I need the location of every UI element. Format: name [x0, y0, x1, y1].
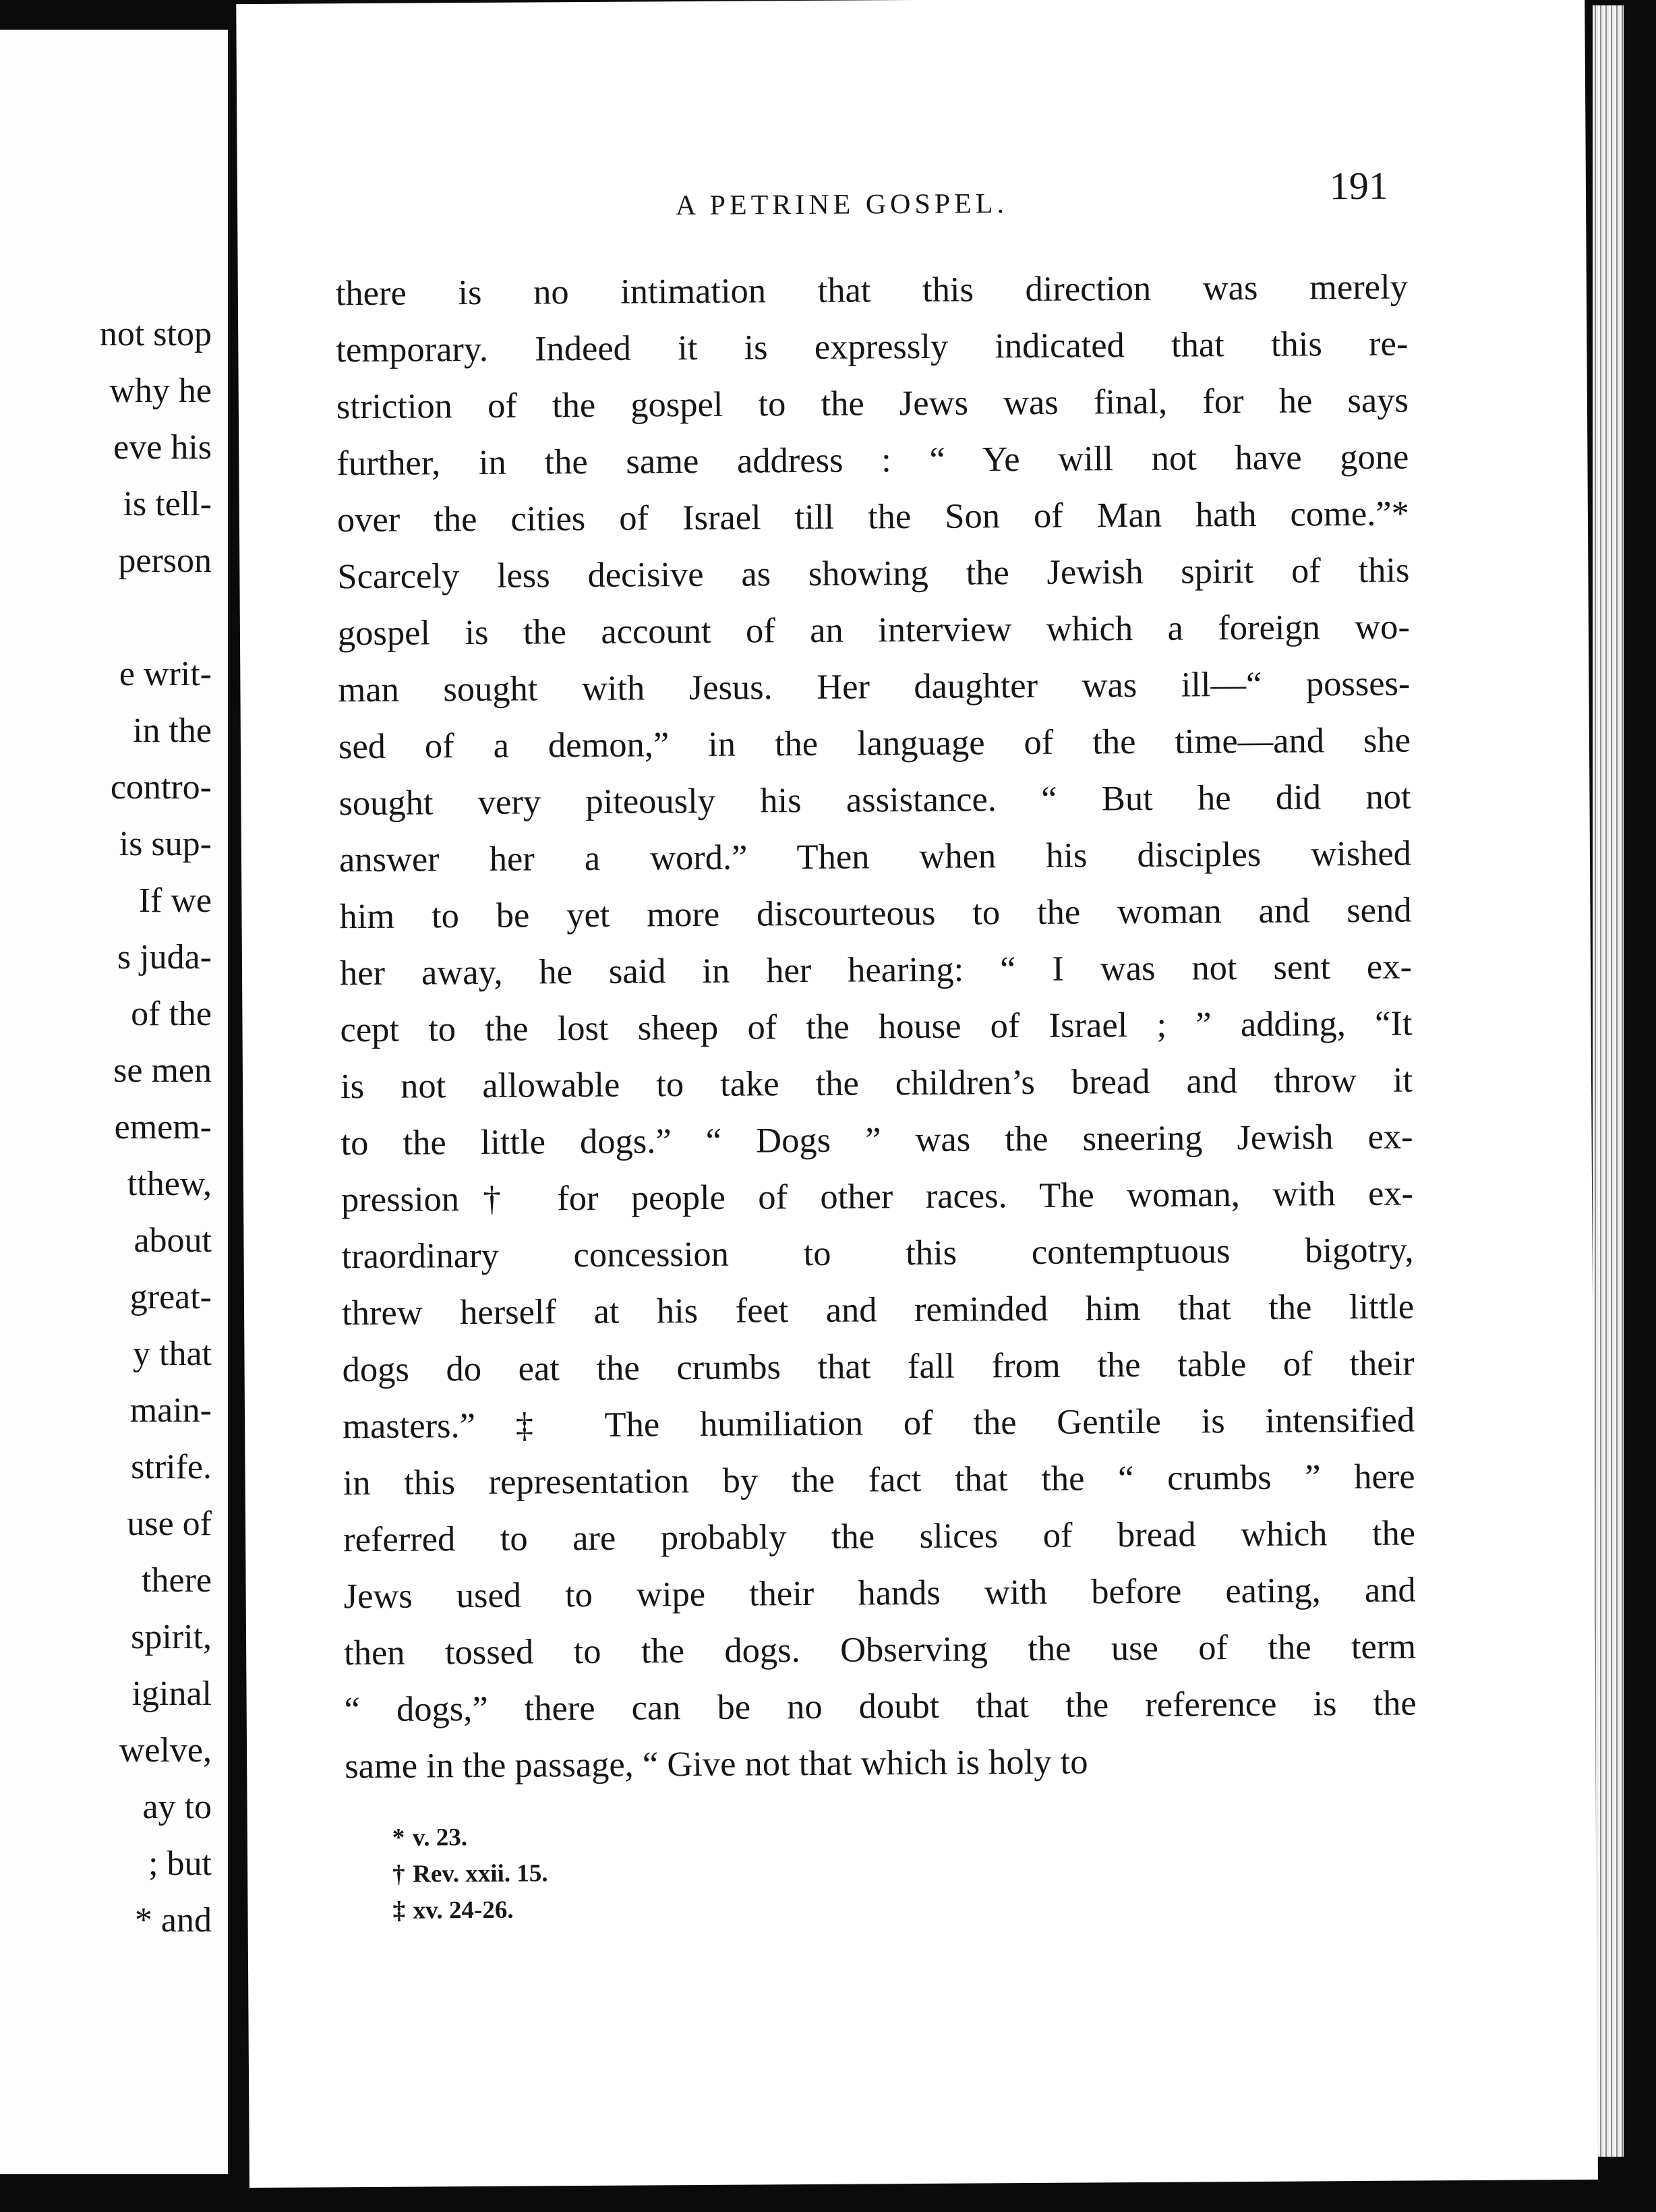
body-line: further, in the same address : “ Ye will not have gone [336, 437, 1409, 484]
facing-page-line: tthew, [127, 1165, 212, 1203]
page-edge-stack [1593, 5, 1624, 2157]
facing-page-line: is sup- [119, 825, 212, 863]
body-line: sought very piteously his assistance. “ But he did not [338, 777, 1411, 823]
body-line: same in the passage, “ Give not that which is holy to [345, 1742, 1088, 1786]
footnote [392, 1857, 548, 1891]
body-line: then tossed to the dogs. Observing the use of the term [344, 1627, 1417, 1673]
body-line: in this representation by the fact that the “ crumbs ” here [343, 1457, 1415, 1503]
body-line: referred to are probably the slices of bread which the [343, 1513, 1416, 1560]
facing-page-line: of the [131, 995, 212, 1033]
body-line: cept to the lost sheep of the house of Israel ; ” adding, “It [340, 1003, 1413, 1050]
body-line: there is no intimation that this direction was merely [335, 267, 1409, 314]
body-line: Scarcely less decisive as showing the Jewish spirit of this [337, 550, 1410, 597]
body-line: striction of the gospel to the Jews was final, for he says [336, 380, 1409, 427]
body-line: “ dogs,” there can be no doubt that the reference is the [344, 1683, 1417, 1730]
facing-page-line: there [142, 1561, 212, 1600]
facing-page-line: iginal [131, 1675, 212, 1713]
footnote-mark: ‡ [392, 1896, 406, 1925]
facing-page-line: great- [129, 1278, 212, 1316]
facing-page-line: why he [109, 372, 212, 410]
body-line: man sought with Jesus. Her daughter was ill—“ posses- [338, 664, 1411, 710]
footnote-text: v. 23. [412, 1824, 468, 1852]
body-line: to the little dogs.” “ Dogs ” was the sneering Jewish ex- [341, 1117, 1413, 1163]
page-191 [236, 0, 1598, 2188]
body-line: Jews used to wipe their hands with before eating, and [343, 1570, 1416, 1617]
facing-page-line: If we [138, 881, 212, 920]
body-line: her away, he said in her hearing: “ I was not sent ex- [339, 947, 1413, 993]
running-head: A PETRINE GOSPEL. [675, 188, 1009, 222]
body-line: sed of a demon,” in the language of the time—and she [338, 720, 1411, 767]
body-line: threw herself at his feet and reminded him that the little [341, 1287, 1415, 1333]
body-line: pression† for people of other races. The woman, with ex- [341, 1173, 1414, 1220]
facing-page-line: emem- [114, 1108, 212, 1146]
body-line: traordinary concession to this contemptuous bigotry, [341, 1230, 1414, 1277]
body-line: temporary. Indeed it is expressly indicated that this re- [336, 324, 1409, 370]
body-line: dogs do eat the crumbs that fall from the table of their [342, 1343, 1415, 1390]
facing-page-line: welve, [119, 1731, 212, 1770]
body-line: gospel is the account of an interview which a foreign wo- [337, 607, 1411, 653]
facing-page-line: * and [134, 1901, 212, 1940]
body-line: is not allowable to take the children’s bread and throw it [340, 1060, 1413, 1107]
body-line: him to be yet more discourteous to the woman and send [339, 890, 1412, 937]
footnote-text: xv. 24-26. [413, 1896, 514, 1925]
facing-page-line: person [118, 542, 212, 580]
facing-page-line: contro- [110, 768, 212, 807]
footnote-mark: † [392, 1860, 405, 1888]
facing-page-line: in the [133, 711, 212, 750]
facing-page-line: strife. [131, 1448, 212, 1486]
facing-page-line: s juda- [117, 938, 212, 977]
facing-page-line: ; but [148, 1844, 212, 1883]
facing-page-line: e writ- [119, 655, 212, 693]
facing-page-line: use of [127, 1505, 212, 1543]
footnote-text: Rev. xxii. 15. [413, 1859, 548, 1888]
facing-page-line: eve his [113, 428, 212, 467]
facing-page-line: is tell- [123, 485, 212, 523]
facing-page-line: main- [129, 1391, 212, 1430]
facing-page-line: spirit, [131, 1618, 212, 1656]
facing-page-line: y that [133, 1335, 212, 1373]
facing-page-line: ay to [142, 1788, 212, 1826]
footnote [392, 1821, 468, 1855]
body-line: over the cities of Israel till the Son of Man hath come.”* [336, 494, 1410, 540]
facing-page-line: not stop [99, 315, 212, 353]
footnote-mark: * [392, 1824, 405, 1852]
footnote [392, 1894, 513, 1928]
facing-page-left [0, 30, 230, 2174]
body-line: masters.” ‡ The humiliation of the Gentile is intensified [342, 1400, 1415, 1447]
facing-page-line: about [134, 1221, 212, 1260]
body-line: answer her a word.” Then when his disciples wished [338, 834, 1412, 880]
facing-page-line: se men [113, 1051, 212, 1090]
page-number: 191 [1329, 163, 1389, 208]
